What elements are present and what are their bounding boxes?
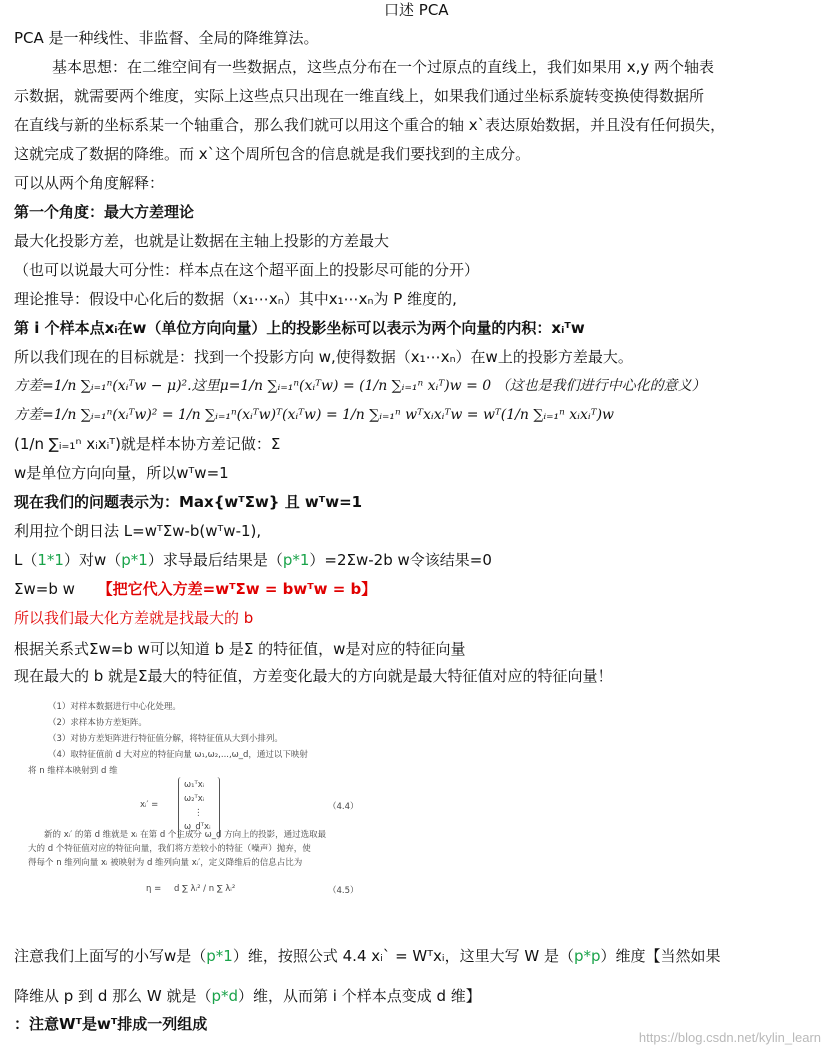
note-dim-2: p*p [573,947,601,965]
figure-eq2-ratio: d ∑ λᵢ² / n ∑ λᵢ² [174,884,236,894]
goal-line: 所以我们现在的目标就是：找到一个投影方向 w,使得数据（x₁⋯xₙ）在w上的投影方差最大。 [14,348,633,366]
problem-statement-line: 现在我们的问题表示为：Max{wᵀΣw} 且 wᵀw=1 [14,493,363,511]
substitute-note: 【把它代入方差=wᵀΣw = bwᵀw = b】 [97,580,377,598]
matrix-row-1: ω₁ᵀxᵢ [184,780,205,790]
derivative-dim-2: p*1 [121,551,148,569]
basic-idea-line-3: 在直线与新的坐标系某一个轴重合，那么我们就可以用这个重合的轴 x`表达原始数据，并且没有任何损失， [14,116,726,134]
maximize-b-line: 所以我们最大化方差就是找最大的 b [14,609,254,627]
basic-idea-line-2: 示数据，就需要两个维度，实际上这些点只出现在一维直线上，如果我们通过坐标系旋转变换使得数据所 [14,87,705,105]
figure-step-4-cont: 将 n 维样本映射到 d 维 [28,766,118,776]
matrix-row-2: ω₂ᵀxᵢ [184,794,205,804]
figure-para-2: 大的 d 个特征值对应的特征向量，我们将方差较小的特征（噪声）抛弃，使 [28,844,311,854]
reduce-dim: p*d [211,987,239,1005]
largest-eigenvalue-line: 现在最大的 b 就是Σ最大的特征值，方差变化最大的方向就是最大特征值对应的特征向量！ [14,667,613,685]
watermark: https://blog.csdn.net/kylin_learn [638,1030,821,1045]
reduce-text-pre: 降维从 p 到 d 那么 W 就是（ [14,987,212,1005]
note-dim-1: p*1 [206,947,233,965]
figure-step-1: （1）对样本数据进行中心化处理。 [48,702,181,712]
eigen-equation: Σw=b w [14,580,75,598]
figure-eq2-number: （4.5） [328,886,359,896]
intro-line: PCA 是一种线性、非监督、全局的降维算法。 [14,29,319,47]
figure-eq1-number: （4.4） [328,802,359,812]
W-transpose-note: ：注意Wᵀ是wᵀ排成一列组成 [14,1015,208,1033]
figure-para-1: 新的 xᵢ′ 的第 d 维就是 xᵢ 在第 d 个主成分 ω_d 方向上的投影，通过选取最 [44,830,327,840]
matrix-row-4: ω_dᵀxᵢ [184,822,211,832]
figure-eq1-lhs: xᵢ′ = [140,800,159,810]
note-text-pre: 注意我们上面写的小写w是（ [14,947,207,965]
projection-coordinate-line: 第 i 个样本点xᵢ在w（单位方向向量）上的投影坐标可以表示为两个向量的内积：xᵢᵀw [14,319,585,337]
unit-vector-line: w是单位方向向量，所以wᵀw=1 [14,464,229,482]
derivative-text-mid1: ）对w（ [63,551,122,569]
lagrange-line: 利用拉个朗日法 L=wᵀΣw-b(wᵀw-1), [14,522,262,540]
covariance-definition-line: (1/n ∑ᵢ₌₁ⁿ xᵢxᵢᵀ)就是样本协方差记做：Σ [14,435,281,453]
reduce-line [14,986,481,1006]
basic-idea-line-4: 这就完成了数据的降维。而 x`这个周所包含的信息就是我们要找到的主成分。 [14,145,531,163]
figure-eq2-lhs: η = [146,884,162,894]
pca-steps-figure [28,700,378,915]
derivative-text-pre: L（ [14,551,38,569]
note-text-post: ）维度【当然如果 [600,947,721,965]
variance-equation-2: 方差=1/n ∑ᵢ₌₁ⁿ(xᵢᵀw)² = 1/n ∑ᵢ₌₁ⁿ(xᵢᵀw)ᵀ(xᵢᵀw) = 1/n ∑ᵢ₌₁ⁿ wᵀxᵢxᵢᵀw = wᵀ(1/n ∑ᵢ₌₁ⁿ xᵢxᵢᵀ)w [14,407,615,423]
derivative-text-post: ）=2Σw-2b w令该结果=0 [309,551,492,569]
eigen-equation-line [14,579,376,599]
basic-idea-line-1: 基本思想：在二维空间有一些数据点，这些点分布在一个过原点的直线上，我们如果用 x,y 两个轴表 [52,58,715,76]
note-text-mid: ）维，按照公式 4.4 xᵢ` = Wᵀxᵢ，这里大写 W 是（ [232,947,574,965]
derivative-dim-1: 1*1 [37,551,64,569]
max-projection-variance-line: 最大化投影方差，也就是让数据在主轴上投影的方差最大 [14,232,390,250]
two-angles-line: 可以从两个角度解释： [14,174,165,192]
eigenvalue-relation-line: 根据关系式Σw=b w可以知道 b 是Σ 的特征值，w是对应的特征向量 [14,640,466,658]
variance-equation-1: 方差=1/n ∑ᵢ₌₁ⁿ(xᵢᵀw − μ)².这里μ=1/n ∑ᵢ₌₁ⁿ(xᵢᵀw) = (1/n ∑ᵢ₌₁ⁿ xᵢᵀ)w = 0 （这也是我们进行中心化的意义） [14,378,706,394]
figure-step-4: （4）取特征值前 d 大对应的特征向量 ω₁,ω₂,...,ω_d，通过以下映射 [48,750,308,760]
figure-para-3: 得每个 n 维列向量 xᵢ 被映射为 d 维列向量 xᵢ′，定义降维后的信息占比为 [28,858,303,868]
note-line [14,946,721,966]
derivation-line: 理论推导：假设中心化后的数据（x₁⋯xₙ）其中x₁⋯xₙ为 P 维度的, [14,290,457,308]
derivative-dim-3: p*1 [282,551,310,569]
figure-step-2: （2）求样本协方差矩阵。 [48,718,147,728]
figure-step-3: （3）对协方差矩阵进行特征值分解，将特征值从大到小排列。 [48,734,283,744]
derivative-line [14,550,492,570]
matrix-row-3: ⋮ [194,808,203,818]
derivative-text-mid2: ）求导最后结果是（ [147,551,283,569]
reduce-text-post: ）维，从而第 i 个样本点变成 d 维】 [238,987,481,1005]
document-title: 口述 PCA [384,1,449,19]
max-separability-line: （也可以说最大可分性：样本点在这个超平面上的投影尽可能的分开） [14,261,480,279]
first-angle-heading: 第一个角度：最大方差理论 [14,203,195,221]
